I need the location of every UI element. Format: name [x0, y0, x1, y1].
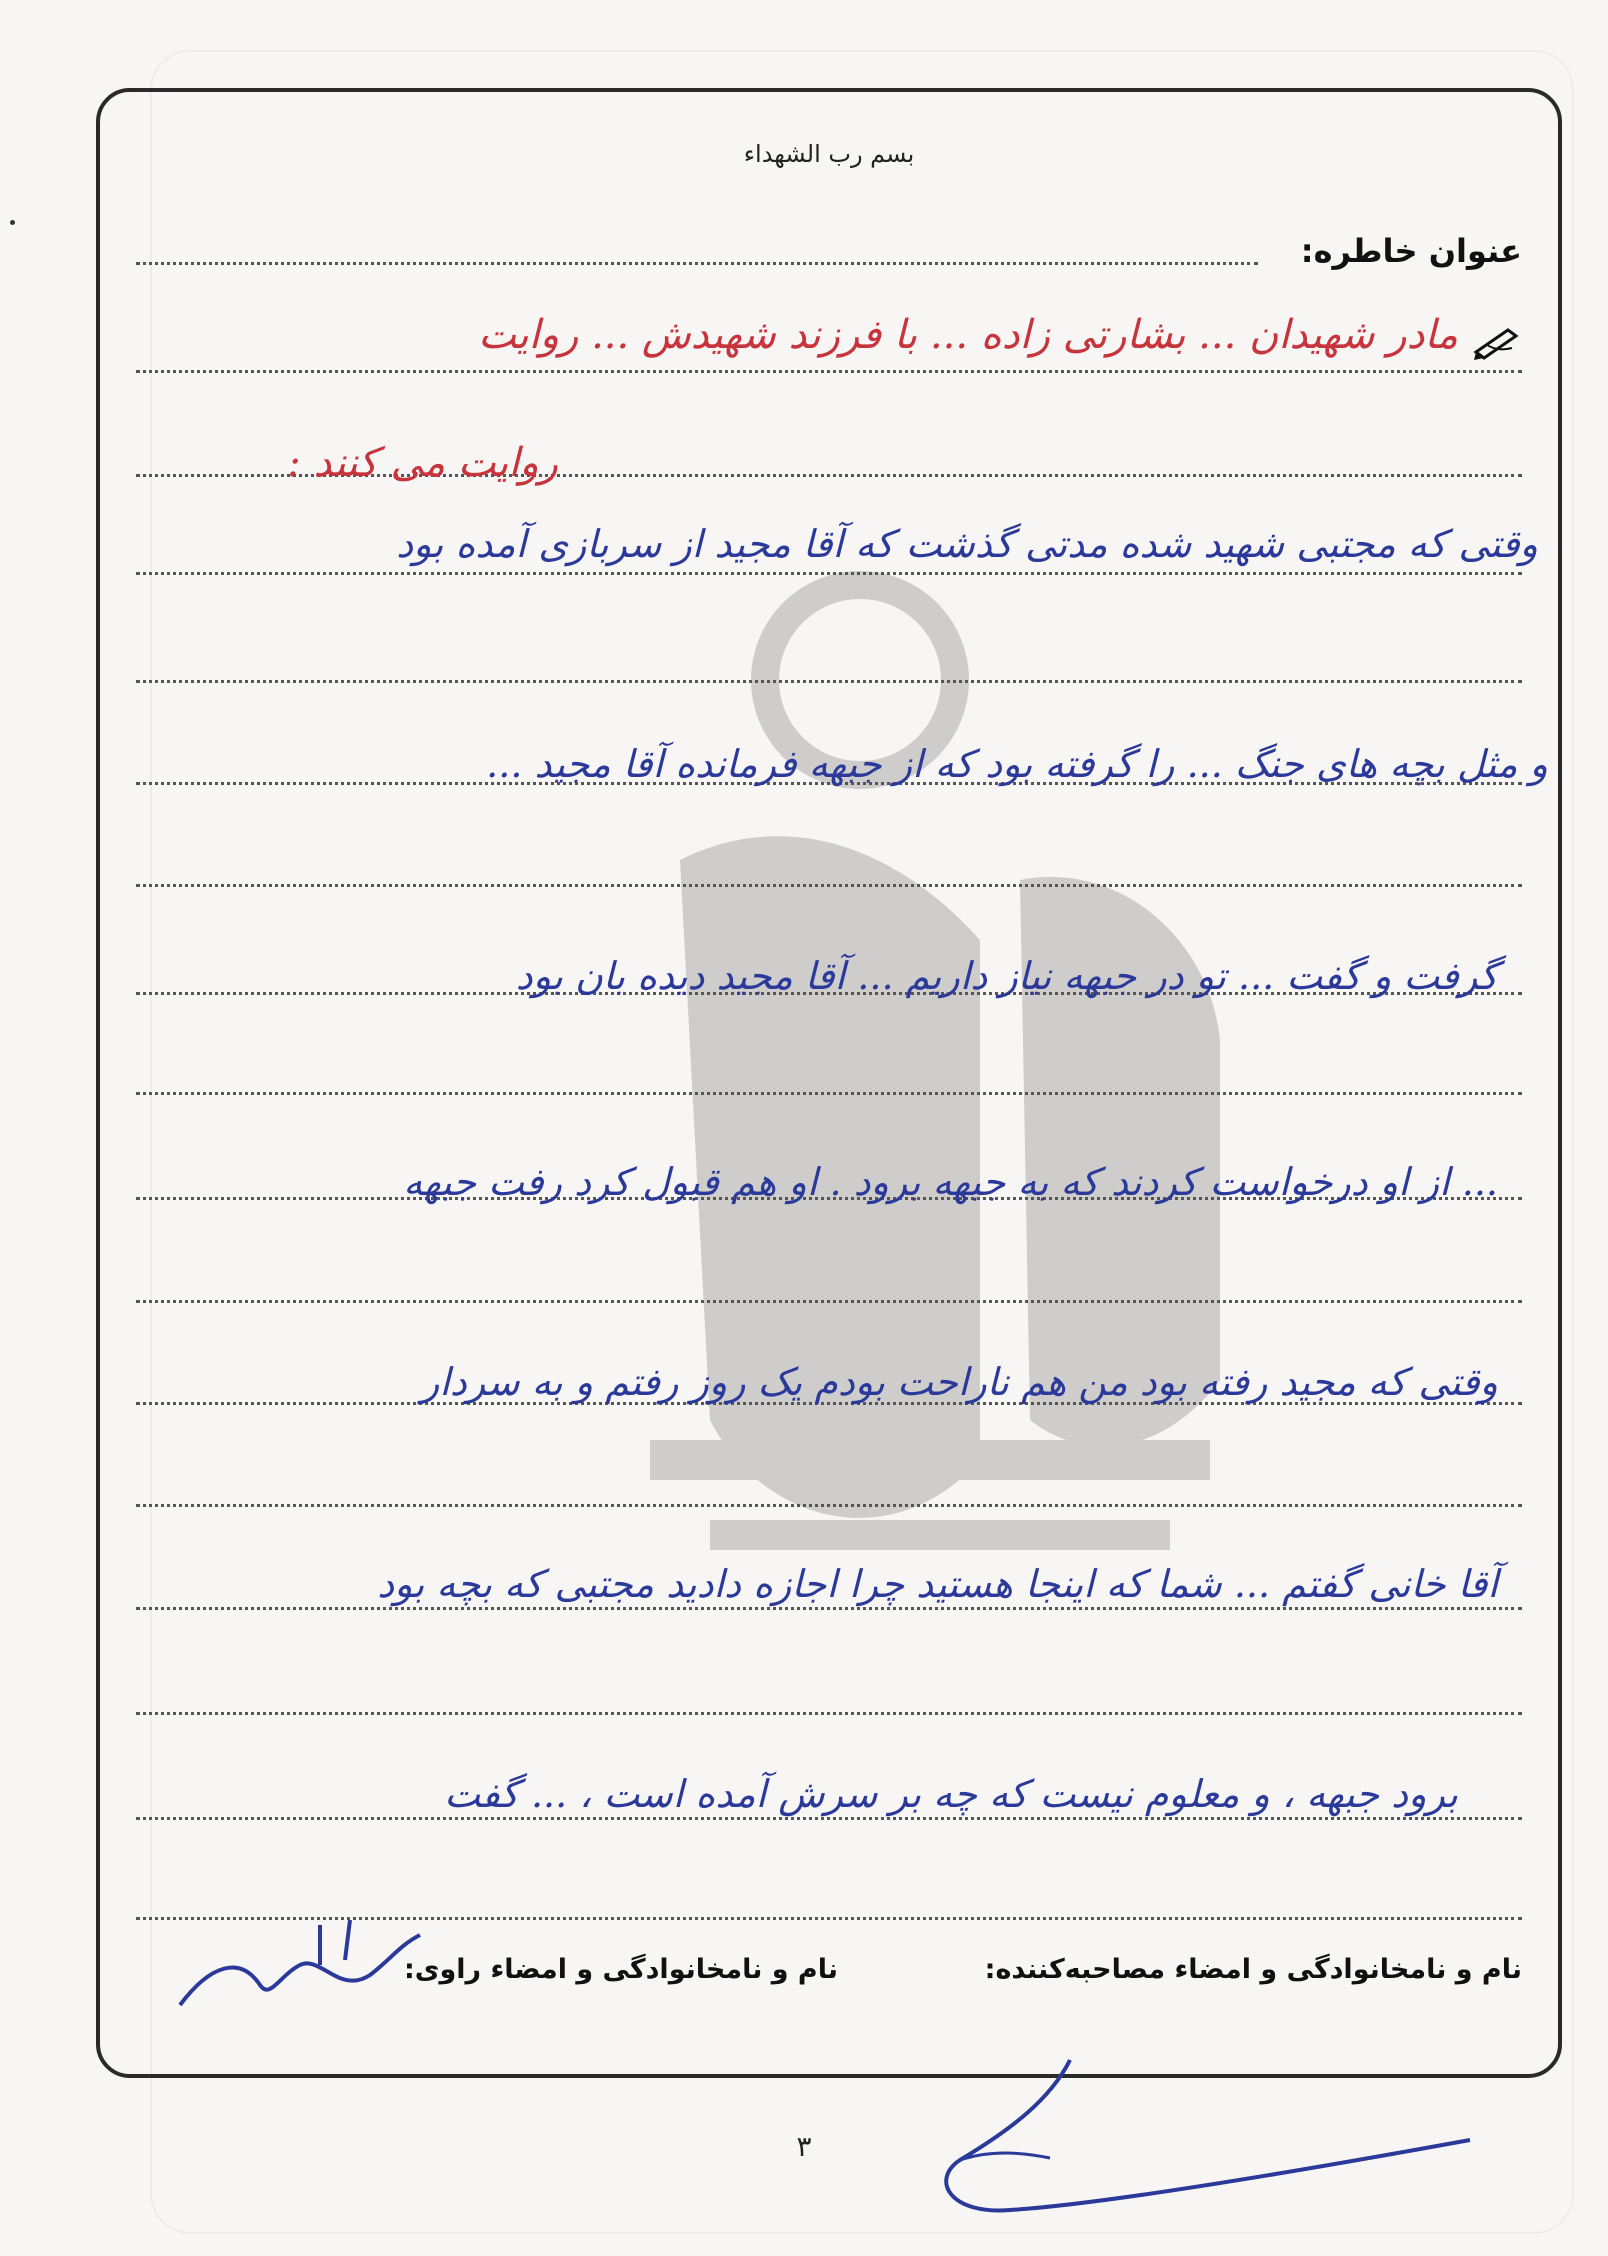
narrator-signature-label: نام و نامخانوادگی و امضاء راوی:	[403, 1954, 838, 1985]
page-number: ۳	[796, 2130, 812, 2163]
handwritten-body-line: ... از او درخواست کردند که به جبهه برود . او هم قبول کرد رفت جبهه	[403, 1160, 1498, 1204]
stray-mark	[10, 220, 15, 225]
writing-line	[136, 1607, 1522, 1610]
header-title: بسم رب الشهداء	[743, 140, 915, 168]
handwritten-body-line: و مثل بچه های جنگ ... را گرفته بود که از جبهه فرمانده آقا مجید ...	[486, 742, 1548, 786]
memory-form-frame	[96, 88, 1562, 2078]
writing-line	[136, 680, 1522, 683]
writing-line	[136, 1300, 1522, 1303]
memory-title-label: عنوان خاطره:	[1300, 232, 1522, 270]
writing-line	[136, 1817, 1522, 1820]
handwritten-body-line: گرفت و گفت ... تو در جبهه نیاز داریم ... آقا مجید دیده بان بود	[515, 954, 1498, 998]
writing-line	[136, 572, 1522, 575]
writing-line	[136, 884, 1522, 887]
interviewer-signature-label: نام و نامخانوادگی و امضاء مصاحبه‌کننده:	[984, 1954, 1522, 1985]
handwritten-title-line: مادر شهیدان ... بشارتی زاده ... با فرزند شهیدش ... روایت	[478, 312, 1458, 358]
writing-line	[136, 1092, 1522, 1095]
handwritten-body-line: وقتی که مجتبی شهید شده مدتی گذشت که آقا مجید از سربازی آمده بود	[396, 522, 1538, 566]
handwritten-body-line: برود جبهه ، و معلوم نیست که چه بر سرش آمده است ، ... گفت	[444, 1772, 1458, 1816]
narrator-signature	[170, 1905, 430, 2035]
writing-line	[136, 1712, 1522, 1715]
handwritten-body-line: آقا خانی گفتم ... شما که اینجا هستید چرا اجازه دادید مجتبی که بچه بود	[377, 1562, 1498, 1606]
handwritten-body-line: وقتی که مجید رفته بود من هم ناراحت بودم یک روز رفتم و به سردار	[421, 1360, 1498, 1404]
handwritten-title-line: روایت می کنند :	[287, 440, 558, 486]
writing-line	[136, 370, 1522, 373]
pen-icon	[1472, 322, 1522, 362]
title-dotted-line	[136, 262, 1258, 265]
writing-line	[136, 1504, 1522, 1507]
